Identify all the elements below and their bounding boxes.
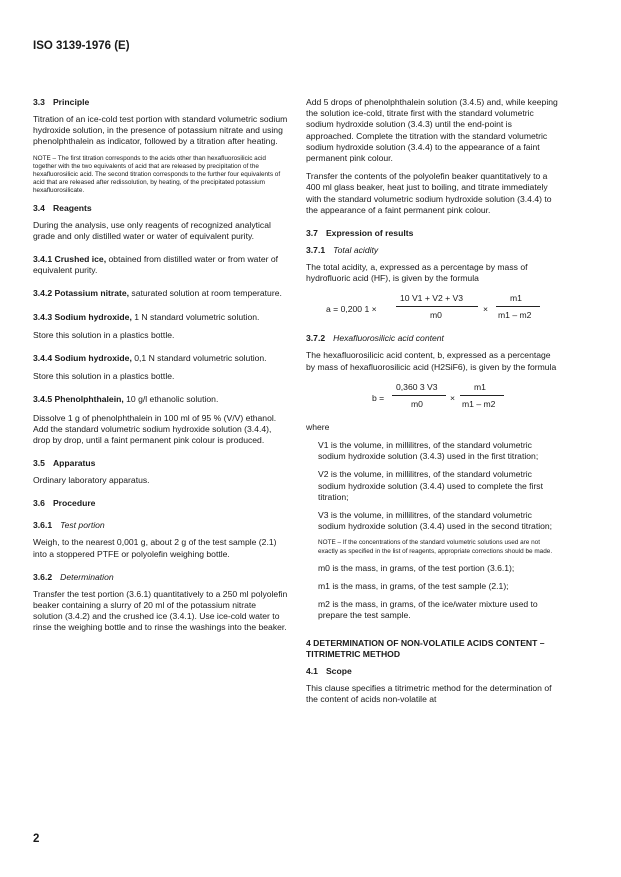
definition-m0: m0 is the mass, in grams, of the test portion (3.6.1);	[318, 562, 515, 573]
page-number: 2	[33, 833, 40, 845]
right-column	[306, 97, 561, 712]
heading-3-6-2: 3.6.2 Determination	[33, 571, 114, 582]
where-label: where	[306, 421, 330, 432]
document-header: ISO 3139-1976 (E)	[33, 40, 130, 52]
reagent-3-4-4-store: Store this solution in a plastics bottle.	[33, 371, 175, 382]
principle-text: Titration of an ice-cold test portion with standard volumetric sodium hydroxide solution, in the presence of potassium nitrate and using phenolphthalein as indicator, followed by a titration after heating.	[33, 114, 288, 147]
heading-3-5: 3.5 Apparatus	[33, 458, 96, 469]
formula1-denominator: m0	[430, 310, 442, 321]
apparatus-text: Ordinary laboratory apparatus.	[33, 475, 150, 486]
reagent-3-4-5-prep: Dissolve 1 g of phenolphthalein in 100 ml of 95 % (V/V) ethanol. Add the standard volumetric sodium hydroxide solution (3.4.4), drop by drop, until a faint permanent pink colour is produced.	[33, 412, 277, 446]
formula1-times: ×	[483, 304, 489, 315]
reagents-text: During the analysis, use only reagents of recognized analytical grade and only distilled water or water of equivalent purity.	[33, 219, 271, 241]
heading-3-3: 3.3 Principle	[33, 97, 90, 107]
formula2-numerator-2: m1	[474, 381, 486, 392]
definition-m2: m2 is the mass, in grams, of the ice/water mixture used to prepare the test sample.	[318, 599, 538, 621]
reagent-3-4-2: 3.4.2 Potassium nitrate, saturated solution at room temperature.	[33, 288, 282, 299]
formula1-numerator-2: m1	[510, 293, 522, 304]
total-acidity-text: The total acidity, a, expressed as a percentage by mass of hydrofluoric acid (HF), is given by the formula	[306, 262, 528, 284]
heading-4-1: 4.1 Scope	[306, 665, 352, 676]
definition-v2: V2 is the volume, in millilitres, of the standard volumetric sodium hydroxide solution (3.4.4) used to complete the first titration;	[318, 469, 543, 502]
titration-paragraph-2: Transfer the contents of the polyolefin beaker quantitatively to a 400 ml glass beaker, heat just to boiling, and titrate immediately with the standard volumetric sodium hydroxide solution (3.4.4) to the appearance of a faint permanent pink colour.	[306, 171, 552, 215]
reagent-3-4-1: 3.4.1 Crushed ice, obtained from distilled water or from water of equivalent purity.	[33, 254, 279, 276]
reagent-3-4-3-store: Store this solution in a plastics bottle.	[33, 329, 175, 340]
formula2-numerator: 0,360 3 V3	[396, 381, 438, 392]
formula1-denominator-2: m1 – m2	[498, 310, 532, 321]
principle-note: NOTE – The first titration corresponds to the acids other than hexafluorosilicic acid together with the two equivalents of acid that are released by precipitation of the hexafluorosilicic acid. The second titration corresponds to the further four equivalents of acid that are released after redissolution, by heating, of the precipitated potassium hexafluorosilicate.	[33, 154, 281, 195]
hexafluorosilicic-text: The hexafluorosilicic acid content, b, expressed as a percentage by mass of hexafluorosilicic acid (H2SiF6), is given by the formula	[306, 350, 557, 372]
heading-3-7: 3.7 Expression of results	[306, 228, 414, 239]
heading-3-6-1: 3.6.1 Test portion	[33, 520, 105, 531]
heading-3-7-2: 3.7.2 Hexafluorosilicic acid content	[306, 333, 444, 344]
formula-total-acidity	[306, 291, 561, 325]
definition-m1: m1 is the mass, in grams, of the test sample (2.1);	[318, 581, 509, 592]
determination-text: Transfer the test portion (3.6.1) quantitatively to a 250 ml polyolefin beaker containing a slurry of 20 ml of the potassium nitrate solution (3.4.2) and the crushed ice (3.4.1). Use ice-cold water to rinse the weighing bottle and to rinse the washings into the beaker.	[33, 588, 288, 633]
heading-3-6: 3.6 Procedure	[33, 498, 96, 509]
heading-3-4: 3.4 Reagents	[33, 202, 92, 213]
formula-hexafluorosilicic	[306, 380, 561, 414]
definition-v1: V1 is the volume, in millilitres, of the standard volumetric sodium hydroxide solution (3.4.3) used in the first titration;	[318, 440, 539, 462]
definition-v3: V3 is the volume, in millilitres, of the standard volumetric sodium hydroxide solution (3.4.4) used in the second titration;	[318, 510, 553, 532]
concentration-note: NOTE – If the concentrations of the standard volumetric solutions used are not exactly as specified in the list of reagents, appropriate corrections should be made.	[318, 539, 553, 555]
left-column	[33, 97, 288, 641]
formula2-denominator: m0	[411, 398, 423, 409]
heading-4: 4 DETERMINATION OF NON-VOLATILE ACIDS CONTENT – TITRIMETRIC METHOD	[306, 637, 545, 659]
titration-paragraph-1: Add 5 drops of phenolphthalein solution (3.4.5) and, while keeping the solution ice-cold, titrate first with the standard volumetric sodium hydroxide solution (3.4.3) until the end-point is approached. Complete the titration with the standard volumetric sodium hydroxide solution (3.4.4) to the appearance of a faint permanent pink colour.	[306, 97, 558, 164]
formula1-numerator: 10 V1 + V2 + V3	[400, 293, 464, 304]
formula2-lhs: b =	[372, 392, 385, 403]
reagent-3-4-3: 3.4.3 Sodium hydroxide, 1 N standard volumetric solution.	[33, 311, 260, 322]
formula2-denominator-2: m1 – m2	[462, 398, 496, 409]
scope-text: This clause specifies a titrimetric method for the determination of the content of acids non-volatile at	[306, 682, 552, 704]
heading-3-7-1: 3.7.1 Total acidity	[306, 245, 379, 256]
formula2-times: ×	[450, 392, 456, 403]
test-portion-text: Weigh, to the nearest 0,001 g, about 2 g of the test sample (2.1) into a stoppered PTFE or polyolefin weighing bottle.	[33, 537, 277, 559]
reagent-3-4-5: 3.4.5 Phenolphthalein, 10 g/l ethanolic solution.	[33, 394, 219, 405]
reagent-3-4-4: 3.4.4 Sodium hydroxide, 0,1 N standard volumetric solution.	[33, 353, 267, 364]
formula1-lhs: a = 0,200 1 ×	[326, 304, 377, 315]
